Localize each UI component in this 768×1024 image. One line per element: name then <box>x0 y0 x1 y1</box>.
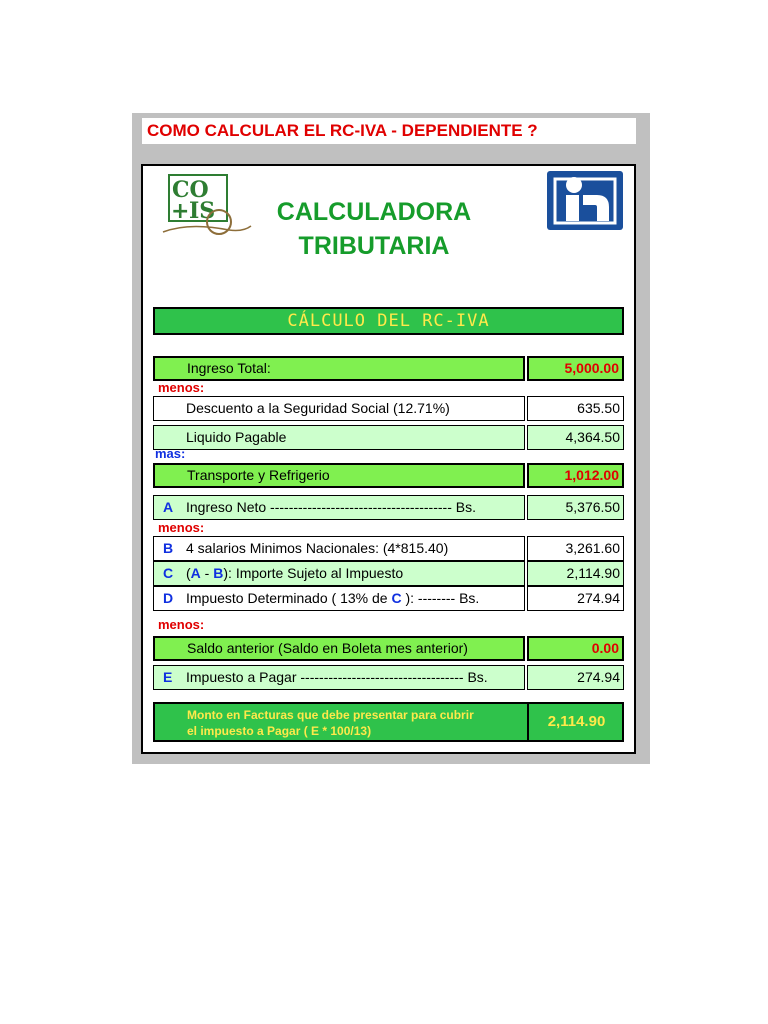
row-label: 4 salarios Minimos Nacionales: (4*815.40) <box>153 536 525 561</box>
row-b-salarios <box>153 536 624 561</box>
row-label: Ingreso Total: <box>153 356 525 381</box>
row-letter: D <box>163 590 174 606</box>
row-label: Impuesto a Pagar ----------------------------------- Bs. <box>153 665 525 690</box>
row-value: 4,364.50 <box>527 425 624 450</box>
row-label: Impuesto Determinado ( 13% de C ): -------- Bs. <box>153 586 525 611</box>
heading-line2: TRIBUTARIA <box>298 232 450 260</box>
row-value: 2,114.90 <box>527 561 624 586</box>
separator-mas: mas: <box>155 446 186 461</box>
separator-menos: menos: <box>158 617 205 632</box>
calculator-heading <box>270 195 478 263</box>
row-letter: B <box>163 540 174 556</box>
row-a-ingreso-neto <box>153 495 624 520</box>
row-value: 5,376.50 <box>527 495 624 520</box>
colegio-logo-icon <box>159 172 255 238</box>
row-label: (A - B): Importe Sujeto al Impuesto <box>153 561 525 586</box>
row-label: Liquido Pagable <box>153 425 525 450</box>
impuestos-logo-icon <box>547 171 623 230</box>
row-c-importe-sujeto <box>153 561 624 586</box>
row-label: Transporte y Refrigerio <box>153 463 525 488</box>
banner-text: CÁLCULO DEL RC-IVA <box>287 311 490 331</box>
input-transporte[interactable]: 1,012.00 <box>527 463 624 488</box>
logo-letters-top: CO <box>172 177 209 203</box>
row-label: Ingreso Neto --------------------------------------- Bs. <box>153 495 525 520</box>
row-transporte <box>153 463 624 488</box>
row-letter: A <box>163 499 174 515</box>
footer-label: Monto en Facturas que debe presentar para cubrir el impuesto a Pagar ( E * 100/13) <box>187 708 474 738</box>
footer-value: 2,114.90 <box>527 704 624 740</box>
facturas-total-row <box>153 702 624 742</box>
row-value: 635.50 <box>527 396 624 421</box>
row-saldo-anterior <box>153 636 624 661</box>
section-banner <box>153 307 624 335</box>
row-letter: E <box>163 669 173 685</box>
row-label: Saldo anterior (Saldo en Boleta mes anterior) <box>153 636 525 661</box>
row-letter: C <box>163 565 174 581</box>
row-liquido-pagable <box>153 425 624 450</box>
row-descuento <box>153 396 624 421</box>
row-e-impuesto-pagar <box>153 665 624 690</box>
page-title: COMO CALCULAR EL RC-IVA - DEPENDIENTE ? <box>147 121 538 140</box>
heading-line1: CALCULADORA <box>276 198 472 226</box>
input-ingreso-total[interactable]: 5,000.00 <box>527 356 624 381</box>
title-bar <box>142 118 636 144</box>
svg-text:+: + <box>171 199 190 224</box>
row-d-impuesto-determinado <box>153 586 624 611</box>
row-label: Descuento a la Seguridad Social (12.71%) <box>153 396 525 421</box>
row-value: 274.94 <box>527 665 624 690</box>
row-value: 3,261.60 <box>527 536 624 561</box>
row-ingreso-total <box>153 356 624 381</box>
row-value: 274.94 <box>527 586 624 611</box>
input-saldo-anterior[interactable]: 0.00 <box>527 636 624 661</box>
separator-menos: menos: <box>158 380 205 395</box>
logo-letters-bottom: IS <box>189 198 216 224</box>
separator-menos: menos: <box>158 520 205 535</box>
